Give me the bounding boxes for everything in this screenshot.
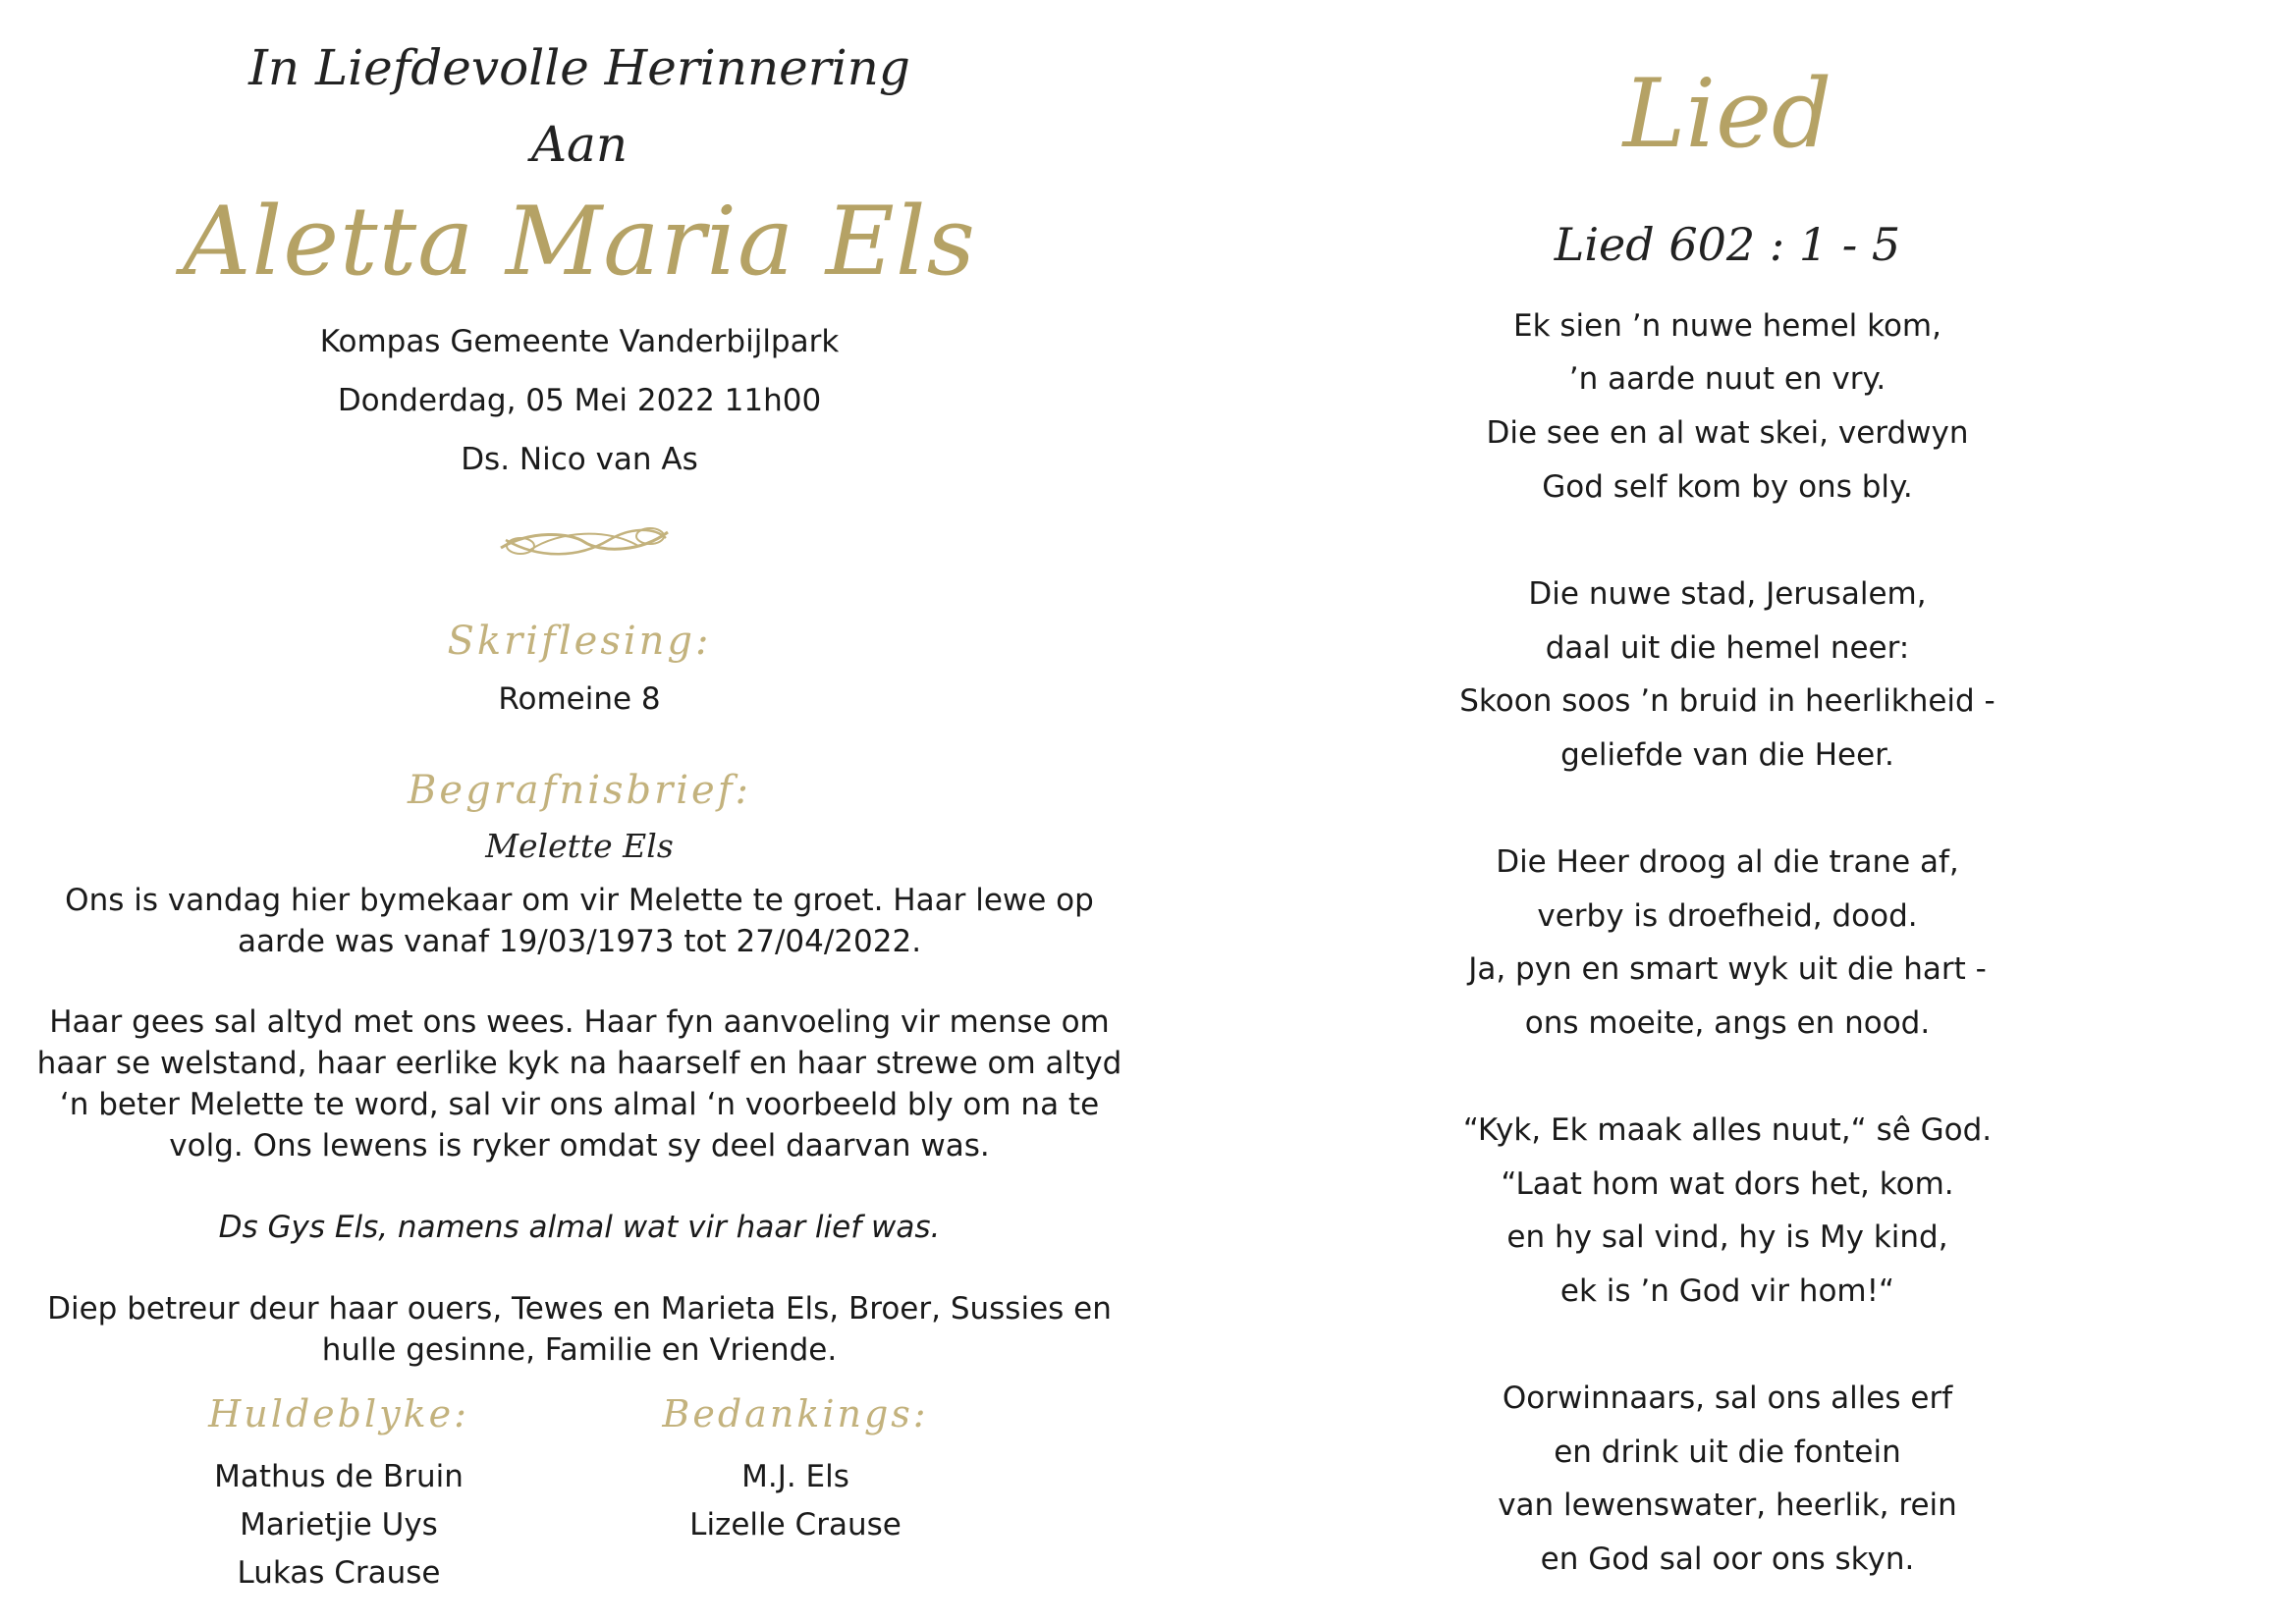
minister-name: Ds. Nico van As bbox=[461, 442, 698, 477]
letter-signature: Ds Gys Els, namens almal wat vir haar lief was. bbox=[218, 1210, 941, 1245]
verse-line: van lewenswater, heerlik, rein bbox=[1498, 1488, 1957, 1523]
letter-p2-line: haar se welstand, haar eerlike kyk na haarself en haar strewe om altyd bbox=[36, 1046, 1122, 1081]
verse-line: ek is ’n God vir hom!“ bbox=[1559, 1273, 1895, 1309]
letter-p2-line: volg. Ons lewens is ryker omdat sy deel daarvan was. bbox=[169, 1128, 990, 1164]
letter-p2-line: Haar gees sal altyd met ons wees. Haar fyn aanvoeling vir mense om bbox=[49, 1004, 1110, 1040]
deceased-name: Aletta Maria Els bbox=[183, 187, 976, 297]
verse-line: Skoon soos ’n bruid in heerlikheid - bbox=[1459, 683, 1995, 719]
verse-line: en drink uit die fontein bbox=[1554, 1435, 1901, 1470]
scripture-heading: Skriflesing: bbox=[447, 619, 712, 664]
thanks-item: M.J. Els bbox=[741, 1459, 849, 1494]
mourned-by-line: hulle gesinne, Familie en Vriende. bbox=[321, 1332, 838, 1368]
tribute-item: Lukas Crause bbox=[237, 1555, 441, 1591]
thanks-column bbox=[648, 1392, 943, 1549]
verse-line: ’n aarde nuut en vry. bbox=[1568, 361, 1886, 397]
right-page bbox=[1159, 0, 2296, 1624]
song-reference: Lied 602 : 1 - 5 bbox=[1554, 218, 1901, 271]
song-title: Lied bbox=[1622, 59, 1832, 169]
verse-line: en hy sal vind, hy is My kind, bbox=[1506, 1219, 1948, 1255]
verse-line: “Laat hom wat dors het, kom. bbox=[1501, 1166, 1954, 1202]
mourned-by-line: Diep betreur deur haar ouers, Tewes en Marieta Els, Broer, Sussies en bbox=[47, 1291, 1112, 1326]
verse-line: God self kom by ons bly. bbox=[1542, 469, 1913, 505]
verse-line: Ek sien ’n nuwe hemel kom, bbox=[1513, 308, 1941, 344]
verse-line: verby is droefheid, dood. bbox=[1537, 898, 1918, 934]
dedication-aan: Aan bbox=[530, 116, 629, 173]
verse-line: “Kyk, Ek maak alles nuut,“ sê God. bbox=[1462, 1112, 1993, 1148]
verse-line: daal uit die hemel neer: bbox=[1545, 630, 1910, 666]
letter-p1-line: aarde was vanaf 19/03/1973 tot 27/04/2022. bbox=[237, 924, 922, 959]
tributes-column bbox=[191, 1392, 486, 1597]
verse-line: Die nuwe stad, Jerusalem, bbox=[1528, 576, 1927, 612]
church-name: Kompas Gemeente Vanderbijlpark bbox=[319, 324, 840, 359]
tribute-item: Mathus de Bruin bbox=[214, 1459, 464, 1494]
letter-p2-line: ‘n beter Melette te word, sal vir ons almal ‘n voorbeeld bly om na te bbox=[59, 1087, 1100, 1122]
verse-line: ons moeite, angs en nood. bbox=[1524, 1005, 1931, 1041]
dedication-line: In Liefdevolle Herinnering bbox=[248, 39, 910, 96]
tribute-item: Marietjie Uys bbox=[240, 1507, 438, 1543]
tributes-heading: Huldeblyke: bbox=[208, 1392, 469, 1435]
letter-p1-line: Ons is vandag hier bymekaar om vir Melette te groet. Haar lewe op bbox=[65, 883, 1094, 918]
flourish-ornament-icon bbox=[491, 511, 678, 569]
service-datetime: Donderdag, 05 Mei 2022 11h00 bbox=[337, 383, 822, 418]
verse-line: Ja, pyn en smart wyk uit die hart - bbox=[1468, 951, 1987, 987]
scripture-reference: Romeine 8 bbox=[498, 681, 661, 717]
letter-author: Melette Els bbox=[485, 827, 674, 865]
verse-line: geliefde van die Heer. bbox=[1560, 737, 1894, 773]
verse-line: Die Heer droog al die trane af, bbox=[1496, 844, 1959, 880]
verse-line: en God sal oor ons skyn. bbox=[1540, 1542, 1915, 1577]
thanks-item: Lizelle Crause bbox=[689, 1507, 902, 1543]
verse-line: Die see en al wat skei, verdwyn bbox=[1486, 415, 1969, 451]
verse-line: Oorwinnaars, sal ons alles erf bbox=[1502, 1380, 1953, 1416]
thanks-heading: Bedankings: bbox=[662, 1392, 929, 1435]
letter-heading: Begrafnisbrief: bbox=[408, 768, 751, 813]
